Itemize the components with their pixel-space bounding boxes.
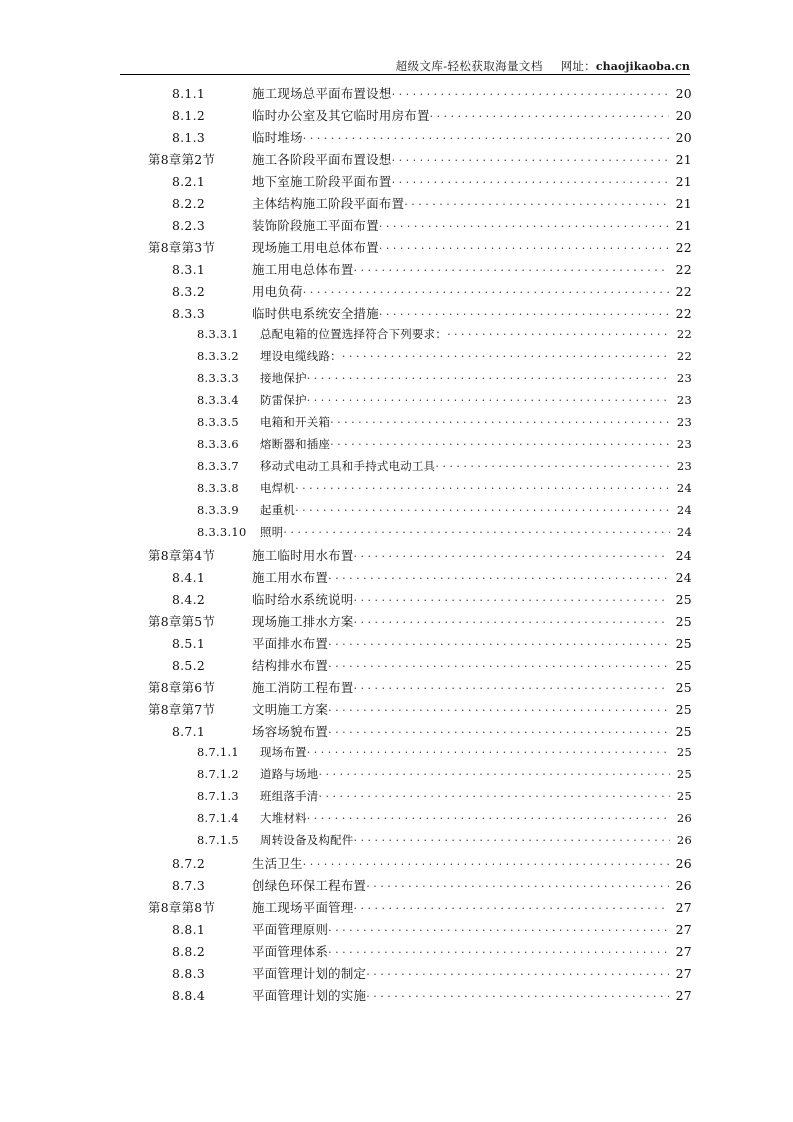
toc-leader-dots bbox=[404, 196, 669, 208]
toc-entry-page-number: 25 bbox=[675, 592, 692, 607]
toc-entry-page-number: 23 bbox=[676, 437, 692, 451]
toc-entry-title: 施工用电总体布置 bbox=[252, 262, 354, 277]
toc-entry-title: 生活卫生 bbox=[252, 856, 303, 871]
toc-leader-dots bbox=[354, 548, 669, 560]
toc-entry-page-number: 24 bbox=[676, 481, 692, 495]
toc-entry-title: 主体结构施工阶段平面布置 bbox=[252, 196, 405, 211]
toc-entry-title: 临时给水系统说明 bbox=[252, 592, 354, 607]
toc-leader-dots bbox=[392, 152, 669, 164]
toc-entry-title: 平面管理原则 bbox=[252, 922, 329, 937]
toc-entry[interactable] bbox=[120, 766, 692, 788]
toc-leader-dots bbox=[307, 745, 670, 756]
toc-entry[interactable] bbox=[120, 942, 692, 964]
toc-entry-number: 8.4.1 bbox=[172, 570, 206, 585]
toc-entry-page-number: 26 bbox=[675, 856, 692, 871]
toc-entry-page-number: 25 bbox=[675, 658, 692, 673]
toc-entry-title: 大堆材料 bbox=[260, 811, 307, 825]
toc-entry[interactable] bbox=[120, 392, 692, 414]
toc-entry-page-number: 22 bbox=[676, 349, 692, 363]
toc-entry[interactable] bbox=[120, 260, 692, 282]
toc-entry[interactable] bbox=[120, 304, 692, 326]
toc-entry-number: 8.3.3.2 bbox=[197, 349, 239, 363]
toc-entry-number: 8.8.3 bbox=[172, 966, 206, 981]
toc-entry[interactable] bbox=[120, 238, 692, 260]
toc-entry-title: 用电负荷 bbox=[252, 284, 303, 299]
toc-entry-number: 第8章第8节 bbox=[148, 900, 216, 915]
toc-entry-page-number: 25 bbox=[675, 636, 692, 651]
toc-entry-page-number: 26 bbox=[675, 878, 692, 893]
page-header bbox=[120, 52, 690, 74]
toc-entry[interactable] bbox=[120, 282, 692, 304]
toc-entry-page-number: 25 bbox=[675, 680, 692, 695]
toc-entry[interactable] bbox=[120, 920, 692, 942]
toc-entry-number: 8.8.1 bbox=[172, 922, 206, 937]
toc-entry-number: 8.4.2 bbox=[172, 592, 206, 607]
toc-leader-dots bbox=[366, 988, 669, 1000]
toc-entry[interactable] bbox=[120, 502, 692, 524]
header-site-label: 网址： bbox=[560, 59, 596, 73]
toc-leader-dots bbox=[328, 944, 669, 956]
toc-entry[interactable] bbox=[120, 612, 692, 634]
toc-entry-page-number: 25 bbox=[676, 767, 692, 781]
toc-entry[interactable] bbox=[120, 568, 692, 590]
toc-entry[interactable] bbox=[120, 634, 692, 656]
toc-entry-number: 第8章第6节 bbox=[148, 680, 216, 695]
toc-entry-page-number: 27 bbox=[675, 922, 692, 937]
toc-entry-page-number: 24 bbox=[675, 570, 692, 585]
toc-entry-number: 8.3.3.7 bbox=[197, 459, 239, 473]
toc-entry-page-number: 23 bbox=[676, 371, 692, 385]
toc-entry-title: 施工现场总平面布置设想 bbox=[252, 86, 392, 101]
toc-entry-title: 起重机 bbox=[260, 503, 296, 517]
toc-entry[interactable] bbox=[120, 854, 692, 876]
toc-leader-dots bbox=[328, 922, 669, 934]
toc-leader-dots bbox=[354, 614, 669, 626]
toc-entry-title: 装饰阶段施工平面布置 bbox=[252, 218, 379, 233]
toc-leader-dots bbox=[430, 108, 669, 120]
toc-entry-page-number: 27 bbox=[675, 988, 692, 1003]
toc-entry-title: 周转设备及构配件 bbox=[260, 833, 354, 847]
toc-entry-page-number: 27 bbox=[675, 944, 692, 959]
toc-leader-dots bbox=[342, 349, 670, 360]
toc-entry-page-number: 26 bbox=[676, 833, 692, 847]
toc-entry-page-number: 22 bbox=[675, 284, 692, 299]
toc-entry-page-number: 21 bbox=[675, 196, 692, 211]
toc-entry-number: 8.2.2 bbox=[172, 196, 206, 211]
toc-entry-page-number: 27 bbox=[675, 900, 692, 915]
toc-entry-title: 施工用水布置 bbox=[252, 570, 329, 585]
toc-entry-page-number: 22 bbox=[676, 327, 692, 341]
toc-leader-dots bbox=[392, 174, 669, 186]
toc-entry-title: 地下室施工阶段平面布置 bbox=[252, 174, 392, 189]
header-site-url: chaojikaoba.cn bbox=[595, 60, 690, 73]
toc-entry[interactable] bbox=[120, 898, 692, 920]
toc-entry-page-number: 20 bbox=[675, 108, 692, 123]
toc-entry-title: 平面管理计划的实施 bbox=[252, 988, 367, 1003]
toc-leader-dots bbox=[435, 459, 670, 470]
toc-entry-number: 8.3.3.5 bbox=[197, 415, 239, 429]
toc-entry-title: 接地保护 bbox=[260, 371, 307, 385]
toc-leader-dots bbox=[307, 371, 670, 382]
toc-entry[interactable] bbox=[120, 348, 692, 370]
toc-entry-page-number: 25 bbox=[675, 724, 692, 739]
toc-entry[interactable] bbox=[120, 744, 692, 766]
toc-entry-number: 8.3.3.9 bbox=[197, 503, 239, 517]
toc-entry[interactable] bbox=[120, 678, 692, 700]
toc-entry-number: 8.5.1 bbox=[172, 636, 206, 651]
toc-entry-title: 班组落手清 bbox=[260, 789, 319, 803]
toc-leader-dots bbox=[328, 658, 669, 670]
toc-entry-number: 8.1.1 bbox=[172, 86, 206, 101]
toc-entry-number: 8.3.3.10 bbox=[197, 525, 247, 539]
toc-entry[interactable] bbox=[120, 216, 692, 238]
toc-entry-title: 平面管理体系 bbox=[252, 944, 329, 959]
toc-leader-dots bbox=[366, 966, 669, 978]
toc-leader-dots bbox=[318, 789, 670, 800]
toc-entry-number: 8.7.1.1 bbox=[197, 745, 239, 759]
toc-entry-page-number: 21 bbox=[675, 152, 692, 167]
toc-leader-dots bbox=[379, 218, 669, 230]
toc-entry[interactable] bbox=[120, 656, 692, 678]
toc-entry[interactable] bbox=[120, 964, 692, 986]
toc-entry-number: 8.3.3.8 bbox=[197, 481, 239, 495]
toc-entry[interactable] bbox=[120, 700, 692, 722]
toc-entry-number: 第8章第5节 bbox=[148, 614, 216, 629]
toc-entry-page-number: 20 bbox=[675, 86, 692, 101]
toc-leader-dots bbox=[354, 900, 669, 912]
toc-entry-number: 8.2.3 bbox=[172, 218, 206, 233]
toc-entry-number: 8.7.1 bbox=[172, 724, 206, 739]
header-title: 超级文库-轻松获取海量文档 bbox=[395, 59, 543, 73]
toc-leader-dots bbox=[328, 702, 669, 714]
toc-entry[interactable] bbox=[120, 458, 692, 480]
toc-entry-title: 照明 bbox=[260, 525, 284, 539]
toc-entry[interactable] bbox=[120, 326, 692, 348]
toc-leader-dots bbox=[328, 636, 669, 648]
toc-leader-dots bbox=[328, 724, 669, 736]
toc-leader-dots bbox=[379, 306, 669, 318]
toc-entry-number: 8.7.1.2 bbox=[197, 767, 239, 781]
toc-entry-number: 8.2.1 bbox=[172, 174, 206, 189]
toc-entry-number: 8.8.2 bbox=[172, 944, 206, 959]
toc-entry-title: 平面管理计划的制定 bbox=[252, 966, 367, 981]
toc-entry-page-number: 27 bbox=[675, 966, 692, 981]
toc-entry[interactable] bbox=[120, 194, 692, 216]
toc-entry-page-number: 23 bbox=[676, 393, 692, 407]
toc-entry-page-number: 21 bbox=[675, 174, 692, 189]
toc-entry-number: 8.3.3 bbox=[172, 306, 206, 321]
toc-entry-number: 8.7.1.4 bbox=[197, 811, 239, 825]
toc-entry-title: 施工各阶段平面布置设想 bbox=[252, 152, 392, 167]
table-of-contents bbox=[120, 84, 692, 1008]
toc-entry-title: 文明施工方案 bbox=[252, 702, 329, 717]
toc-entry-number: 8.3.3.1 bbox=[197, 327, 239, 341]
header-site bbox=[561, 58, 690, 74]
toc-leader-dots bbox=[295, 503, 670, 514]
toc-entry[interactable] bbox=[120, 84, 692, 106]
toc-entry-page-number: 23 bbox=[676, 415, 692, 429]
toc-entry-page-number: 24 bbox=[676, 503, 692, 517]
toc-entry-page-number: 25 bbox=[675, 702, 692, 717]
toc-entry-title: 临时堆场 bbox=[252, 130, 303, 145]
toc-entry[interactable] bbox=[120, 986, 692, 1008]
toc-entry[interactable] bbox=[120, 480, 692, 502]
toc-entry-number: 8.7.1.5 bbox=[197, 833, 239, 847]
toc-leader-dots bbox=[283, 525, 670, 536]
toc-entry-page-number: 23 bbox=[676, 459, 692, 473]
toc-entry-number: 8.7.1.3 bbox=[197, 789, 239, 803]
toc-entry-title: 临时供电系统安全措施 bbox=[252, 306, 379, 321]
toc-entry-page-number: 24 bbox=[676, 525, 692, 539]
toc-entry[interactable] bbox=[120, 436, 692, 458]
toc-leader-dots bbox=[379, 240, 669, 252]
toc-leader-dots bbox=[303, 284, 669, 296]
toc-entry-number: 8.1.3 bbox=[172, 130, 206, 145]
toc-entry-title: 结构排水布置 bbox=[252, 658, 329, 673]
toc-entry-page-number: 22 bbox=[675, 240, 692, 255]
toc-entry-title: 熔断器和插座 bbox=[260, 437, 331, 451]
toc-entry-page-number: 20 bbox=[675, 130, 692, 145]
toc-entry-title: 施工现场平面管理 bbox=[252, 900, 354, 915]
toc-leader-dots bbox=[307, 393, 670, 404]
toc-entry-title: 施工临时用水布置 bbox=[252, 548, 354, 563]
toc-entry-number: 8.3.1 bbox=[172, 262, 206, 277]
toc-leader-dots bbox=[328, 570, 669, 582]
toc-entry-number: 第8章第7节 bbox=[148, 702, 216, 717]
toc-entry[interactable] bbox=[120, 172, 692, 194]
toc-entry[interactable] bbox=[120, 722, 692, 744]
toc-leader-dots bbox=[354, 680, 669, 692]
toc-entry-number: 8.3.3.6 bbox=[197, 437, 239, 451]
toc-leader-dots bbox=[295, 481, 670, 492]
toc-entry-number: 8.1.2 bbox=[172, 108, 206, 123]
toc-leader-dots bbox=[307, 811, 670, 822]
toc-entry[interactable] bbox=[120, 546, 692, 568]
header-divider bbox=[120, 74, 690, 75]
toc-entry-page-number: 22 bbox=[675, 306, 692, 321]
toc-entry-title: 埋设电缆线路： bbox=[260, 349, 342, 363]
toc-entry[interactable] bbox=[120, 370, 692, 392]
toc-entry-title: 创绿色环保工程布置 bbox=[252, 878, 367, 893]
toc-entry-page-number: 25 bbox=[676, 789, 692, 803]
toc-entry-page-number: 22 bbox=[675, 262, 692, 277]
toc-leader-dots bbox=[354, 833, 670, 844]
toc-entry-number: 第8章第2节 bbox=[148, 152, 216, 167]
toc-entry[interactable] bbox=[120, 810, 692, 832]
toc-entry-title: 电箱和开关箱 bbox=[260, 415, 331, 429]
toc-entry-title: 现场施工用电总体布置 bbox=[252, 240, 379, 255]
toc-entry-number: 8.7.3 bbox=[172, 878, 206, 893]
toc-entry[interactable] bbox=[120, 150, 692, 172]
toc-entry-title: 场容场貌布置 bbox=[252, 724, 329, 739]
toc-entry-title: 防雷保护 bbox=[260, 393, 307, 407]
toc-entry[interactable] bbox=[120, 788, 692, 810]
toc-leader-dots bbox=[318, 767, 670, 778]
toc-entry[interactable] bbox=[120, 524, 692, 546]
toc-entry-title: 移动式电动工具和手持式电动工具 bbox=[260, 459, 436, 473]
toc-leader-dots bbox=[330, 415, 670, 426]
toc-entry-title: 道路与场地 bbox=[260, 767, 319, 781]
toc-entry-page-number: 25 bbox=[676, 745, 692, 759]
toc-entry-title: 现场施工排水方案 bbox=[252, 614, 354, 629]
toc-entry-number: 8.5.2 bbox=[172, 658, 206, 673]
toc-entry-title: 现场布置 bbox=[260, 745, 307, 759]
toc-entry-title: 施工消防工程布置 bbox=[252, 680, 354, 695]
toc-entry-title: 电焊机 bbox=[260, 481, 296, 495]
toc-entry-page-number: 25 bbox=[675, 614, 692, 629]
toc-entry-number: 8.3.3.4 bbox=[197, 393, 239, 407]
toc-entry[interactable] bbox=[120, 876, 692, 898]
toc-entry-title: 平面排水布置 bbox=[252, 636, 329, 651]
toc-entry-number: 8.7.2 bbox=[172, 856, 206, 871]
toc-entry[interactable] bbox=[120, 832, 692, 854]
toc-entry-number: 8.3.2 bbox=[172, 284, 206, 299]
toc-entry-page-number: 21 bbox=[675, 218, 692, 233]
toc-entry-title: 临时办公室及其它临时用房布置 bbox=[252, 108, 430, 123]
toc-leader-dots bbox=[303, 856, 669, 868]
toc-entry-number: 第8章第4节 bbox=[148, 548, 216, 563]
toc-entry-page-number: 24 bbox=[675, 548, 692, 563]
toc-entry[interactable] bbox=[120, 106, 692, 128]
toc-leader-dots bbox=[354, 592, 669, 604]
toc-leader-dots bbox=[447, 327, 670, 338]
toc-leader-dots bbox=[303, 130, 669, 142]
toc-entry-title: 总配电箱的位置选择符合下列要求： bbox=[260, 327, 448, 341]
toc-entry-number: 第8章第3节 bbox=[148, 240, 216, 255]
toc-entry-number: 8.8.4 bbox=[172, 988, 206, 1003]
toc-entry-page-number: 26 bbox=[676, 811, 692, 825]
toc-leader-dots bbox=[366, 878, 669, 890]
toc-entry[interactable] bbox=[120, 590, 692, 612]
toc-leader-dots bbox=[354, 262, 669, 274]
toc-entry[interactable] bbox=[120, 128, 692, 150]
toc-entry-number: 8.3.3.3 bbox=[197, 371, 239, 385]
toc-leader-dots bbox=[330, 437, 670, 448]
toc-leader-dots bbox=[392, 86, 669, 98]
toc-entry[interactable] bbox=[120, 414, 692, 436]
